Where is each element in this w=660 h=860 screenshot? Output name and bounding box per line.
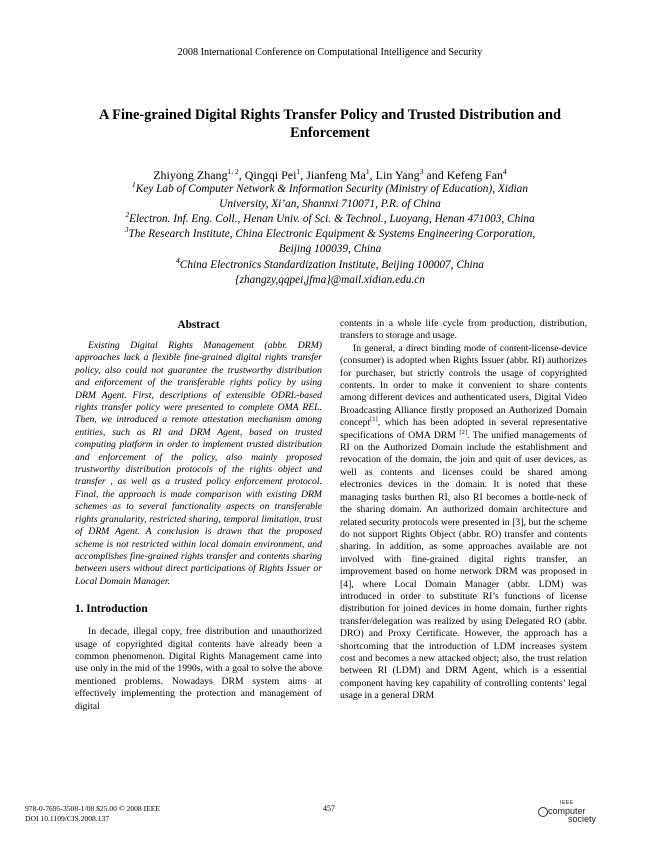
- affiliation-3: [0, 227, 660, 257]
- author-emails: [0, 273, 660, 288]
- author-name: Kefeng Fan: [446, 168, 504, 182]
- affiliation-line: The Research Institute, China Electronic Equipment & Systems Engineering Corporation,: [128, 228, 536, 240]
- affiliation-4: [0, 258, 660, 273]
- text-span: . The unified managements of RI on the Authorized Domain include the establishment and revocation of the domain, the join and quit of user devices, as well as contents and licenses could be shared among electronics devices in the domain. It is noted that these managing tasks burthen RI, also RI becomes a bottle-neck of the sharing domain. An authorized domain architecture and related security protocols were presented in [3], but the scheme do not support Rights Object (abbr. RO) transfer and contents sharing. In addition, as some approaches available are not involved with fine-grained digital rights transfer, an improvement based on home network DRM was proposed in [4], where Local Domain Manager (abbr. LDM) was introduced in order to substitute RI’s functions of license distribution for joined devices in home domain, further rights transfer/delegation was realized by using Delegated RO (abbr. DRO) and Proxy Certificate. However, the approach has a shortcoming that the introduction of LDM increases system cost and becomes a new attacked object; also, the trust relation between RI (LDM) and DRM Agent, which is a essential component having key capability of controlling contents’ legal usage in a general DRM: [340, 429, 587, 702]
- left-column: [75, 318, 322, 713]
- author-sup: 3: [419, 167, 424, 176]
- affiliation-line: University, Xi’an, Shannxi 710071, P.R. of China: [219, 198, 441, 210]
- email-line: {zhangzy,qqpei,jfma}@mail.xidian.edu.cn: [235, 274, 425, 286]
- author-name: Lin Yang: [375, 168, 420, 182]
- author-sup: 4: [503, 167, 507, 176]
- author-name: Zhiyong Zhang: [153, 168, 228, 182]
- title-line-2: Enforcement: [290, 125, 370, 141]
- page-number: 457: [323, 804, 335, 813]
- text-span: In general, a direct binding mode of content-license-device (consumer) is adopted when Rights Issuer (abbr. RI) authorizes for purchaser, but strictly controls the usage of copyrighted contents. In order to make it convenient to share contents among different devices and authenticated users, Digital Video Broadcasting Alliance firstly proposed an Authorized Domain concept: [340, 342, 587, 429]
- affiliation-line: China Electronics Standardization Institute, Beijing 100007, China: [179, 259, 484, 271]
- logo-globe-icon: [538, 807, 548, 817]
- affiliation-sup: 4: [176, 256, 180, 266]
- affiliation-1: [0, 182, 660, 212]
- abstract-text: Existing Digital Rights Management (abbr. DRM) approaches lack a flexible fine-grained digital rights transfer policy, also could not guarantee the trustworthy distribution and enforcement of the transferable rights policy by using DRM Agent. First, descriptions of extensible ODRL-based rights transfer policy were presented to complete OMA REL. Then, we introduced a remote attestation mechanism among entities, such as RI and DRM Agent, based on trusted computing platform in order to implement trusted distribution and enforcement of the policy, also mainly proposed trustworthy distribution protocols of the rights object and transfer , as well as a trusted policy enforcement protocol. Final, the approach is made comparison with existing DRM schemes as to several functionality aspects on transferable rights granularity, restricted sharing, temporal limitation, trust of DRM Agent. A conclusion is drawn that the proposed scheme is not restricted within local domain environment, and accomplishes fine-grained rights transfer and contents sharing between users without direct participations of Rights Issuer or Local Domain Manager.: [75, 340, 322, 587]
- author-sup: 1: [296, 167, 301, 176]
- logo-computer-text: computer: [548, 806, 586, 816]
- affiliation-line: Beijing 100039, China: [278, 243, 382, 255]
- citation-ref: [1]: [370, 416, 378, 424]
- affiliation-sup: 2: [125, 210, 130, 220]
- logo-society-text: society: [568, 814, 597, 824]
- logo-ieee-text: IEEE: [560, 800, 574, 806]
- author-name: Jianfeng Ma: [306, 168, 366, 182]
- abstract-heading: Abstract: [177, 319, 220, 331]
- text-span: , which has been adopted in several representative specifications of OMA DRM: [340, 417, 587, 441]
- affiliation-2: [0, 212, 660, 227]
- doi-line: DOI 10.1109/CIS.2008.137: [25, 814, 110, 823]
- title-line-1: A Fine-grained Digital Rights Transfer Policy and Trusted Distribution and: [98, 107, 561, 123]
- citation-ref: [2]: [459, 428, 467, 436]
- conference-header: 2008 International Conference on Computational Intelligence and Security: [177, 47, 483, 58]
- author-sup: 1: [365, 167, 370, 176]
- ieee-computer-society-logo: [538, 800, 608, 824]
- intro-paragraph: In decade, illegal copy, free distribution and unauthorized usage of copyrighted digital contents have already been a common phenomenon. Digital Rights Management came into use only in the mid of the 1990s, with a goal to solve the above mentioned problems. Nowadays DRM system aims at effectively implementing the protection and management of digital: [75, 626, 322, 712]
- paper-title: [70, 106, 590, 142]
- author-name: Qingqi Pei: [244, 168, 297, 182]
- footer-identifiers: [25, 804, 160, 824]
- author-sep: ,: [238, 168, 245, 182]
- isbn-line: 978-0-7695-3508-1/08 $25.00 © 2008 IEEE: [25, 804, 161, 813]
- right-column: [340, 318, 587, 703]
- section-heading-introduction: 1. Introduction: [75, 603, 148, 616]
- intro-continuation: contents in a whole life cycle from production, distribution, transfers to storage and usage.: [340, 318, 587, 342]
- affiliation-line: Key Lab of Computer Network & Information Security (Ministry of Education), Xidian: [135, 183, 528, 195]
- author-sep: ,: [369, 168, 376, 182]
- author-list: [0, 167, 660, 183]
- affiliation-sup: 1: [132, 180, 136, 190]
- affiliation-line: Electron. Inf. Eng. Coll., Henan Univ. of Sci. & Technol., Luoyang, Henan 471003, China: [129, 213, 535, 225]
- author-sup: 1, 2: [227, 167, 239, 176]
- author-sep: and: [423, 168, 447, 182]
- affiliation-sup: 3: [124, 225, 129, 235]
- author-sep: ,: [300, 168, 307, 182]
- intro-paragraph-2: [340, 343, 587, 703]
